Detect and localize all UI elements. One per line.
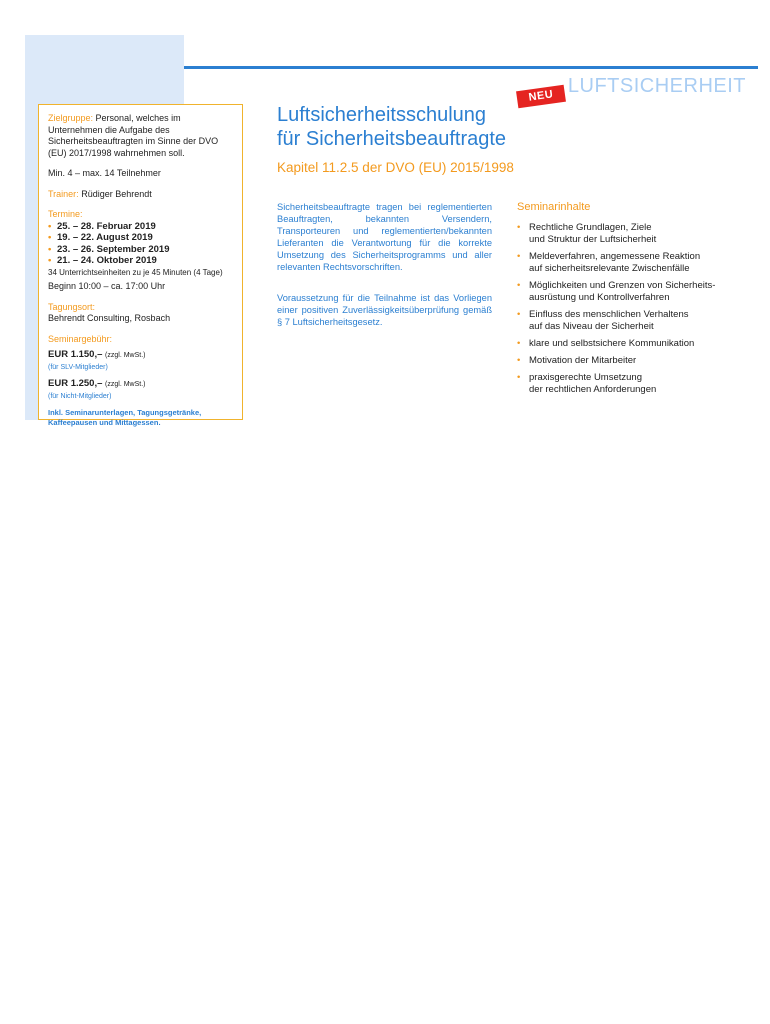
header-rule	[184, 66, 758, 69]
fee-members-note: (für SLV-Mitglieder)	[48, 363, 108, 371]
info-box	[38, 104, 243, 427]
date-item: • 25. – 28. Februar 2019	[48, 221, 233, 233]
trainer-block	[48, 189, 233, 201]
venue-label: Tagungsort:	[48, 301, 96, 312]
fee-nonmembers-amount: EUR 1.250,–	[48, 378, 103, 389]
topic-item: • praxisgerechte Umsetzung der rechtlichen Anforderungen	[517, 372, 747, 396]
date-item: • 23. – 26. September 2019	[48, 244, 233, 256]
topics-list	[517, 222, 747, 401]
topic-item: • klare und selbstsichere Kommunikation	[517, 338, 747, 350]
dates-label: Termine:	[48, 209, 83, 219]
new-badge: NEU	[516, 85, 566, 109]
fee-block	[48, 334, 233, 429]
audience-label: Zielgruppe:	[48, 113, 94, 123]
trainer-label: Trainer:	[48, 188, 79, 199]
course-title	[277, 103, 506, 151]
course-subtitle: Kapitel 11.2.5 der DVO (EU) 2015/1998	[277, 160, 514, 175]
included-note: Inkl. Seminarunterlagen, Tagungsgetränke, Kaffeepausen und Mittagessen.	[48, 408, 202, 427]
intro-text: Sicherheitsbeauftragte tragen bei reglementierten Beauftragten, bekannten Versendern, Transporteuren und reglementierten/bekannten Lieferanten die Verantwortung für die korrekte Umsetzung des Sicherheitsprogramms und aller relevanten Rechtsvorschriften.	[277, 202, 492, 272]
fee-nonmembers	[48, 378, 233, 391]
condition-text: Voraussetzung für die Teilnahme ist das Vorliegen einer positiven Zuverlässigkeitsüberprüfung gemäß § 7 Luftsicherheitsgesetz.	[277, 293, 492, 327]
topics-heading: Seminarinhalte	[517, 201, 591, 213]
dates-list	[48, 221, 233, 267]
fee-members	[48, 349, 233, 362]
trainer-name: Rüdiger Behrendt	[81, 188, 152, 199]
fee-members-tax: (zzgl. MwSt.)	[105, 352, 146, 359]
venue: Behrendt Consulting, Rosbach	[48, 313, 171, 323]
time: Beginn 10:00 – ca. 17:00 Uhr	[48, 281, 166, 291]
topic-item: • Rechtliche Grundlagen, Ziele und Struktur der Luftsicherheit	[517, 222, 747, 246]
participants: Min. 4 – max. 14 Teilnehmer	[48, 168, 161, 178]
topic-item: • Möglichkeiten und Grenzen von Sicherheits- ausrüstung und Kontrollverfahren	[517, 280, 747, 304]
course-title-line2: für Sicherheitsbeauftragte	[277, 128, 507, 150]
units: 34 Unterrichtseinheiten zu je 45 Minuten (4 Tage)	[48, 267, 223, 277]
fee-members-amount: EUR 1.150,–	[48, 349, 103, 360]
topic-item: • Motivation der Mitarbeiter	[517, 355, 747, 367]
fee-nonmembers-note: (für Nicht-Mitglieder)	[48, 392, 112, 400]
course-title-line1: Luftsicherheitsschulung	[277, 104, 487, 126]
header-title: LUFTSICHERHEIT	[567, 75, 746, 97]
topic-item: • Meldeverfahren, angemessene Reaktion auf sicherheitsrelevante Zwischenfälle	[517, 251, 747, 275]
fee-nonmembers-tax: (zzgl. MwSt.)	[105, 381, 146, 388]
fee-label: Seminargebühr:	[48, 333, 113, 344]
date-item: • 19. – 22. August 2019	[48, 232, 233, 244]
dates-block	[48, 209, 233, 293]
audience-block	[48, 113, 233, 159]
venue-block	[48, 302, 233, 325]
date-item: • 21. – 24. Oktober 2019	[48, 255, 233, 267]
topic-item: • Einfluss des menschlichen Verhaltens auf das Niveau der Sicherheit	[517, 309, 747, 333]
audience-text: Personal, welches im Unternehmen die Aufgabe des Sicherheitsbeauftragten im Sinne der DVO (EU) 2017/1998 wahrnehmen soll.	[48, 113, 219, 158]
